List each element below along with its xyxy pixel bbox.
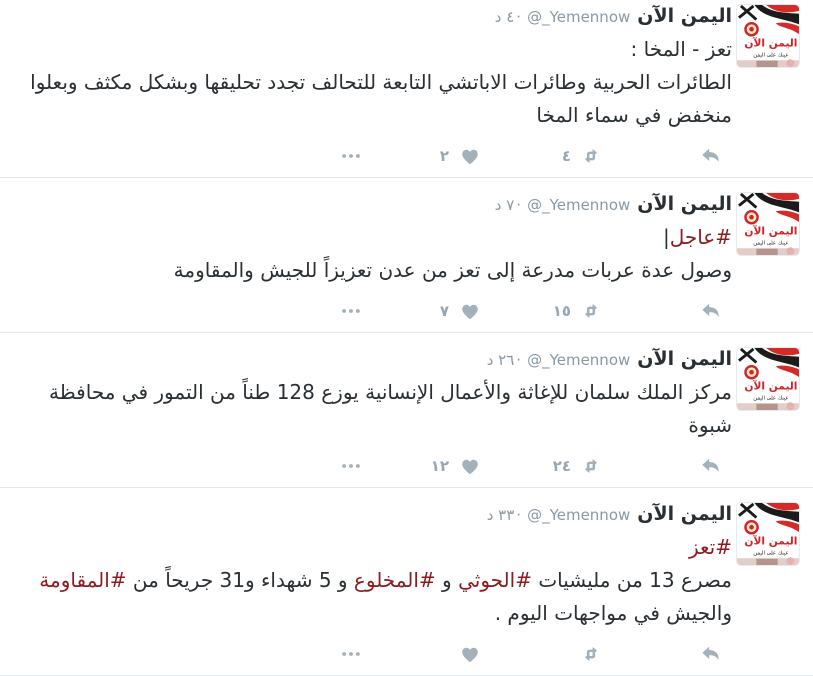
tweet[interactable] [0, 333, 813, 488]
heart-icon [458, 454, 482, 478]
hashtag-link[interactable]: #تعز [688, 535, 732, 559]
heart-icon [458, 642, 482, 666]
like-button[interactable] [372, 454, 492, 478]
avatar-title-text: اليمن الآن [744, 224, 798, 238]
time-separator: · [516, 8, 522, 26]
like-count: ٢ [439, 147, 449, 165]
more-icon [340, 455, 362, 477]
like-count: ٧ [439, 302, 449, 320]
avatar[interactable] [736, 502, 800, 566]
retweet-icon [580, 643, 602, 665]
heart-icon [458, 144, 482, 168]
hashtag-link[interactable]: #المقاومة [39, 568, 127, 592]
tweet-header [8, 347, 732, 372]
avatar-tagline-text: عينك على اليمن [753, 52, 789, 59]
tweet-content [8, 347, 732, 479]
reply-button[interactable] [612, 643, 732, 665]
tweet-header [8, 4, 732, 29]
time-separator: · [516, 351, 522, 369]
retweet-icon [580, 455, 602, 477]
avatar[interactable] [736, 192, 800, 256]
time-separator: · [516, 196, 522, 214]
avatar-tagline-text: عينك على اليمن [753, 240, 789, 247]
avatar-title-text: اليمن الآن [744, 36, 798, 50]
display-name[interactable]: اليمن الآن [637, 503, 732, 525]
avatar-tagline-text: عينك على اليمن [753, 550, 789, 557]
yemen-now-logo [737, 193, 799, 255]
more-button[interactable] [252, 300, 372, 322]
avatar-title-text: اليمن الآن [744, 379, 798, 393]
retweet-button[interactable] [492, 145, 612, 167]
tweet-header [8, 192, 732, 217]
hashtag-link[interactable]: #المخلوع [353, 568, 436, 592]
avatar[interactable] [736, 4, 800, 68]
tweet-text-segment: والجيش في مواجهات اليوم . [494, 601, 732, 625]
reply-button[interactable] [612, 455, 732, 477]
avatar-tagline-text: عينك على اليمن [753, 395, 789, 402]
display-name[interactable]: اليمن الآن [637, 193, 732, 215]
reply-icon [700, 300, 722, 322]
tweet-content [8, 502, 732, 667]
user-handle[interactable]: @_Yemennow [527, 196, 631, 214]
hashtag-link[interactable]: #عاجل [669, 225, 732, 249]
tweet-text-segment: الطائرات الحربية وطائرات الاباتشي التابعة للتحالف تجدد تحليقها وبشكل مكثف وبعلوا منخفض في سماء المخا [30, 70, 732, 127]
retweet-count: ٢٤ [552, 457, 571, 475]
heart-icon [458, 299, 482, 323]
tweet-content [8, 4, 732, 169]
display-name[interactable]: اليمن الآن [637, 348, 732, 370]
avatar-column [736, 192, 800, 324]
reply-button[interactable] [612, 300, 732, 322]
tweet-actions [8, 143, 732, 169]
tweet-content [8, 192, 732, 324]
tweet-text [8, 531, 732, 630]
user-handle[interactable]: @_Yemennow [527, 8, 631, 26]
tweet-text-segment: و 5 شهداء و31 جريحاً من [126, 568, 354, 592]
avatar-column [736, 4, 800, 169]
display-name[interactable]: اليمن الآن [637, 5, 732, 27]
avatar-column [736, 502, 800, 667]
tweet-text-segment: و [435, 568, 459, 592]
like-count: ١٢ [430, 457, 449, 475]
avatar-column [736, 347, 800, 479]
reply-icon [700, 145, 722, 167]
more-icon [340, 300, 362, 322]
retweet-count: ٤ [561, 147, 571, 165]
tweet-actions [8, 453, 732, 479]
tweet-text-segment: تعز - المخا : [630, 37, 732, 61]
time-separator: · [516, 506, 522, 524]
user-handle[interactable]: @_Yemennow [527, 351, 631, 369]
reply-button[interactable] [612, 145, 732, 167]
yemen-now-logo [737, 503, 799, 565]
retweet-icon [580, 300, 602, 322]
yemen-now-logo [737, 348, 799, 410]
yemen-now-logo [737, 5, 799, 67]
tweet-header [8, 502, 732, 527]
tweet-actions [8, 298, 732, 324]
tweet[interactable] [0, 178, 813, 333]
retweet-button[interactable] [492, 300, 612, 322]
timestamp[interactable]: ٧ د [494, 196, 515, 214]
tweet-text [8, 376, 732, 442]
tweet-text-segment: وصول عدة عربات مدرعة إلى تعز من عدن تعزيزاً للجيش والمقاومة [173, 258, 732, 282]
more-button[interactable] [252, 643, 372, 665]
avatar-title-text: اليمن الآن [744, 534, 798, 548]
hashtag-link[interactable]: #الحوثي [458, 568, 532, 592]
retweet-icon [580, 145, 602, 167]
user-handle[interactable]: @_Yemennow [527, 506, 631, 524]
tweet-text-segment: مركز الملك سلمان للإغاثة والأعمال الإنسانية يوزع 128 طناً من التمور في محافظة شبوة [49, 380, 732, 437]
tweet-text-segment: | [662, 225, 670, 249]
more-icon [340, 643, 362, 665]
reply-icon [700, 455, 722, 477]
timestamp[interactable]: ٢٦ د [486, 351, 515, 369]
tweet[interactable] [0, 488, 813, 676]
timestamp[interactable]: ٣٣ د [486, 506, 515, 524]
timestamp[interactable]: ٤ د [494, 8, 515, 26]
tweet-actions [8, 641, 732, 667]
like-button[interactable] [372, 299, 492, 323]
retweet-button[interactable] [492, 643, 612, 665]
retweet-button[interactable] [492, 455, 612, 477]
tweet-text [8, 33, 732, 132]
avatar[interactable] [736, 347, 800, 411]
tweet[interactable] [0, 0, 813, 178]
tweet-text-segment: مصرع 13 من مليشيات [531, 568, 732, 592]
more-button[interactable] [252, 455, 372, 477]
more-icon [340, 145, 362, 167]
tweet-text [8, 221, 732, 287]
like-button[interactable] [372, 144, 492, 168]
retweet-count: ١٥ [552, 302, 571, 320]
more-button[interactable] [252, 145, 372, 167]
reply-icon [700, 643, 722, 665]
like-button[interactable] [372, 642, 492, 666]
